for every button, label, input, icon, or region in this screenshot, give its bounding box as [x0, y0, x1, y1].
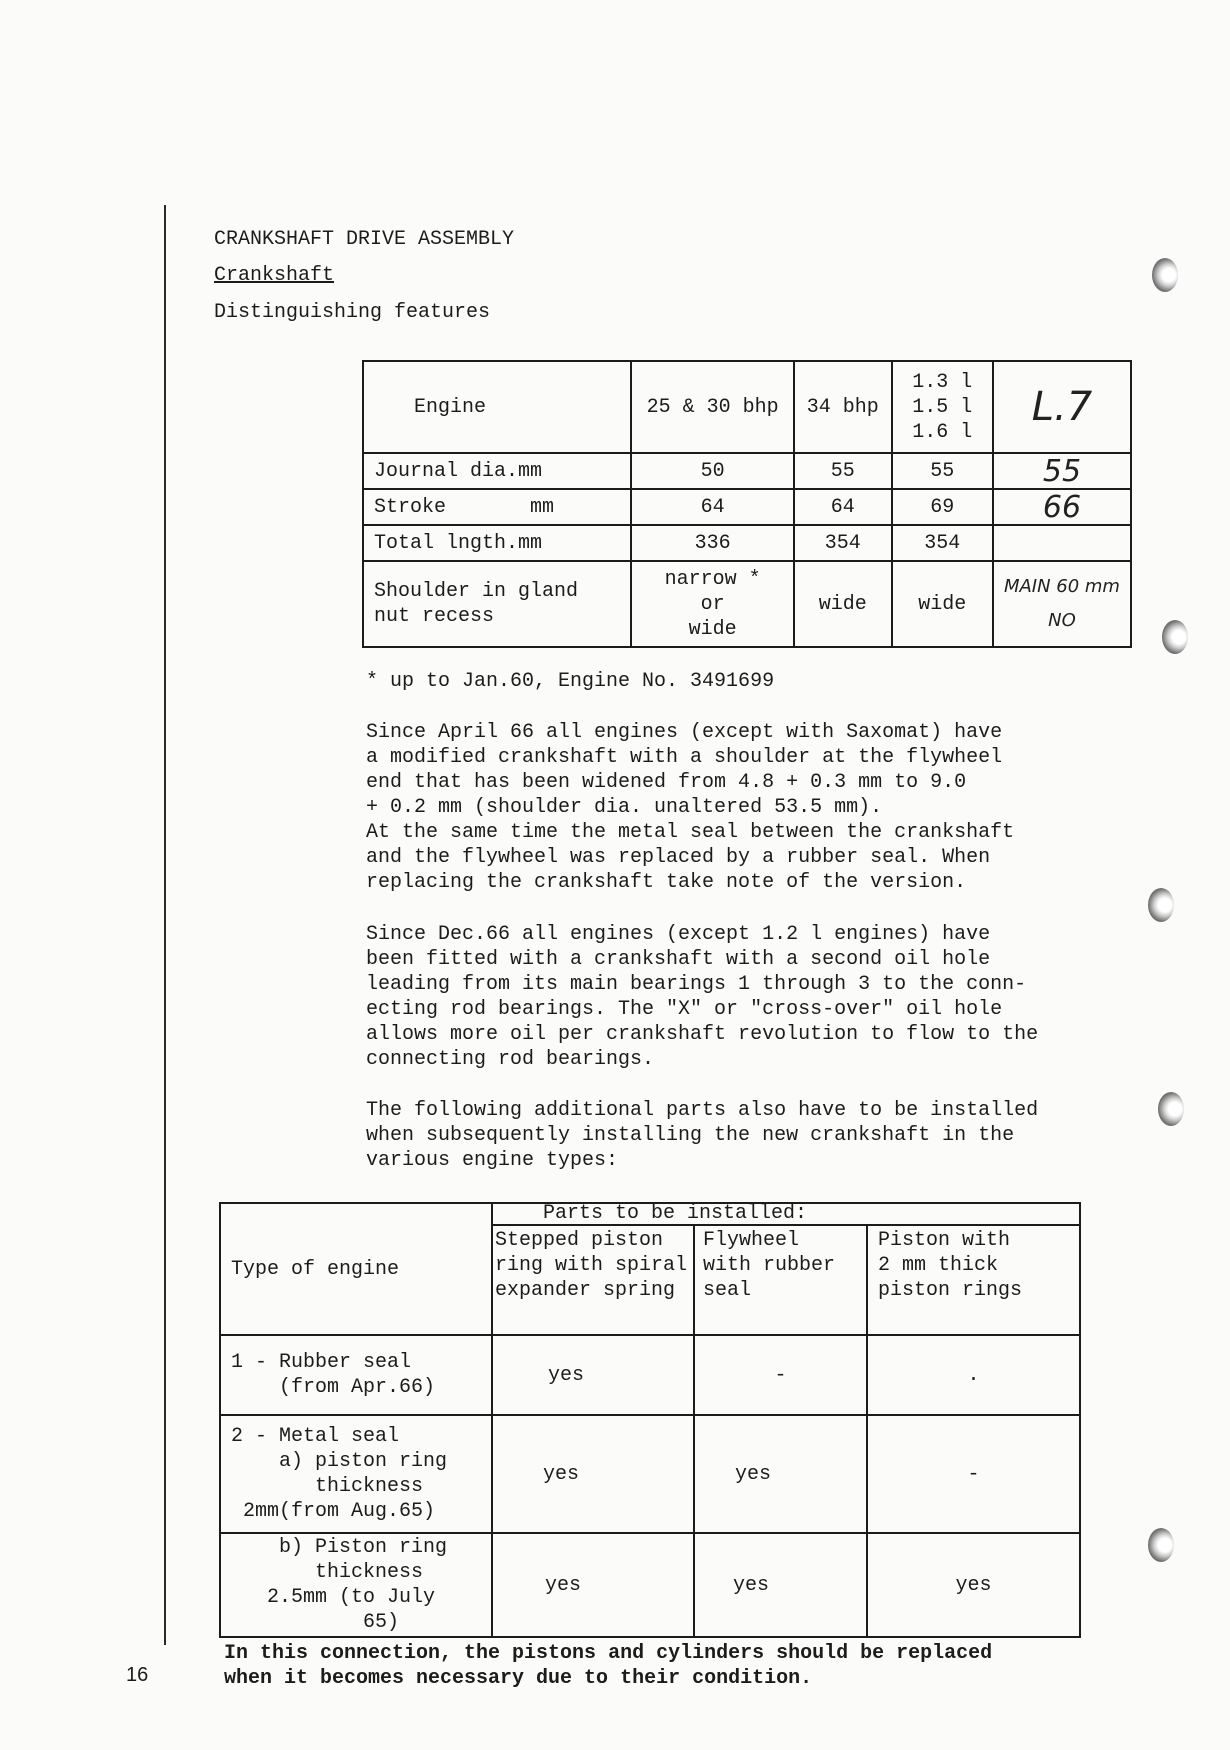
intro-text: Distinguishing features: [214, 301, 491, 324]
paragraph-saxomat: Since April 66 all engines (except with Saxomat) have a modified crankshaft with a shoulder at the flywheel end that has been widened from 4.8 + 0.3 mm to 9.0 + 0.2 mm (shoulder dia. unaltered 53.5 mm). At the same time the metal seal between the crankshaft and the flywheel was replaced by a rubber seal. When replacing the crankshaft take note of the version.: [366, 721, 1015, 894]
table-cell: .: [867, 1335, 1080, 1415]
column-header: Piston with 2 mm thick piston rings: [867, 1225, 1080, 1335]
table-cell: yes: [492, 1533, 694, 1637]
table-cell: wide: [892, 561, 993, 647]
features-table: [362, 360, 1132, 648]
handwritten-column-header: L.7: [993, 361, 1131, 453]
row-label: Total lngth.mm: [363, 525, 631, 561]
column-header: 34 bhp: [794, 361, 892, 453]
handwritten-cell: [993, 525, 1131, 561]
table-cell: 64: [794, 489, 892, 525]
row-label: Shoulder in gland nut recess: [363, 561, 631, 647]
punch-hole: [1158, 1092, 1184, 1126]
footnote: * up to Jan.60, Engine No. 3491699: [366, 670, 775, 693]
table-cell: yes: [492, 1415, 694, 1533]
engine-header: Engine: [363, 361, 631, 453]
paragraph-additional-parts: The following additional parts also have to be installed when subsequently installing the new crankshaft in the various engine types:: [366, 1099, 1039, 1172]
punch-hole: [1148, 888, 1174, 922]
column-header: 1.3 l 1.5 l 1.6 l: [892, 361, 993, 453]
table-cell: narrow * or wide: [631, 561, 793, 647]
table-cell: wide: [794, 561, 892, 647]
page-number: 16: [126, 1664, 149, 1686]
row-label: Journal dia.mm: [363, 453, 631, 489]
table-cell: 354: [794, 525, 892, 561]
closing-note: In this connection, the pistons and cylinders should be replaced when it becomes necessary due to their condition.: [224, 1642, 993, 1690]
table-cell: -: [867, 1415, 1080, 1533]
row-label: 1 - Rubber seal (from Apr.66): [220, 1335, 492, 1415]
margin-rule: [164, 205, 166, 1645]
paragraph-oil-hole: Since Dec.66 all engines (except 1.2 l engines) have been fitted with a crankshaft with a second oil hole leading from its main bearings 1 through 3 to the conn- ecting rod bearings. The "X" or "cross-over" oil hole allows more oil per crankshaft revolution to flow to the connecting rod bearings.: [366, 923, 1039, 1071]
column-header: 25 & 30 bhp: [631, 361, 793, 453]
column-header: Flywheel with rubber seal: [694, 1225, 867, 1335]
table-cell: 336: [631, 525, 793, 561]
table-cell: 50: [631, 453, 793, 489]
table-cell: yes: [694, 1533, 867, 1637]
punch-hole: [1162, 620, 1188, 654]
table-cell: yes: [492, 1335, 694, 1415]
handwritten-cell: 66: [993, 489, 1131, 525]
table-cell: -: [694, 1335, 867, 1415]
table-cell: 55: [794, 453, 892, 489]
table-cell: 354: [892, 525, 993, 561]
row-label: b) Piston ring thickness 2.5mm (to July 65): [220, 1533, 492, 1637]
table-cell: 55: [892, 453, 993, 489]
row-label: 2 - Metal seal a) piston ring thickness 2mm(from Aug.65): [220, 1415, 492, 1533]
handwritten-cell: 55: [993, 453, 1131, 489]
table-cell: yes: [867, 1533, 1080, 1637]
punch-hole: [1152, 258, 1178, 292]
section-heading: CRANKSHAFT DRIVE ASSEMBLY: [214, 228, 515, 251]
handwritten-cell: MAIN 60 mm NO: [993, 561, 1131, 647]
table-cell: yes: [694, 1415, 867, 1533]
type-of-engine-header: Type of engine: [220, 1203, 492, 1335]
table-cell: 69: [892, 489, 993, 525]
punch-hole: [1148, 1528, 1174, 1562]
subheading: Crankshaft: [214, 264, 335, 287]
parts-group-header: Parts to be installed:: [492, 1203, 1080, 1225]
parts-table: [219, 1202, 1081, 1638]
column-header: Stepped piston ring with spiral expander spring: [492, 1225, 694, 1335]
table-cell: 64: [631, 489, 793, 525]
row-label: Stroke mm: [363, 489, 631, 525]
